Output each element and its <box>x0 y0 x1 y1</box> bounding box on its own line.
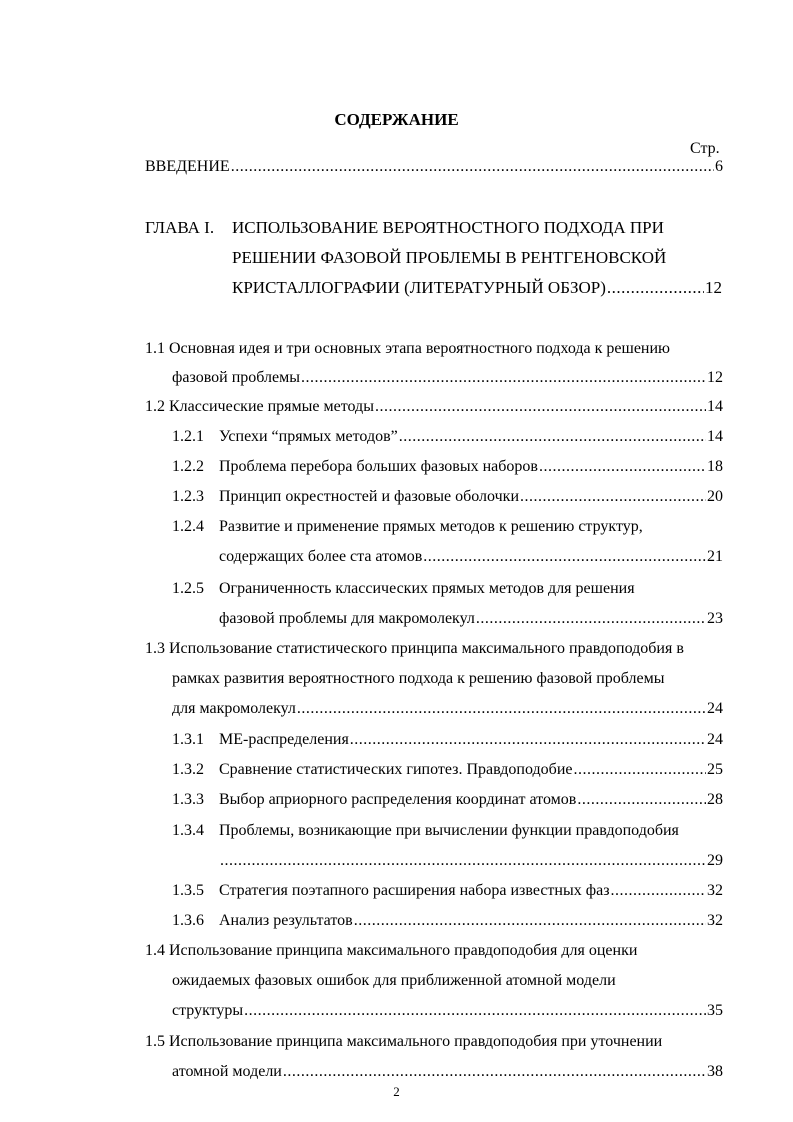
toc-entry-1-3-1[interactable] <box>172 731 723 753</box>
leader-dots <box>607 278 704 298</box>
toc-entry-page: 29 <box>707 852 723 869</box>
leader-dots <box>350 731 706 749</box>
page-column-label: Стр. <box>690 140 720 157</box>
toc-entry-text: ВВЕДЕНИЕ <box>145 158 230 175</box>
toc-entry-text: Анализ результатов <box>219 912 353 929</box>
leader-dots <box>539 458 706 476</box>
leader-dots <box>573 761 706 779</box>
toc-entry-page: 35 <box>707 1002 723 1019</box>
toc-entry-text: атомной модели <box>172 1063 282 1080</box>
toc-entry-1-3-5[interactable] <box>172 882 723 904</box>
toc-entry-text: содержащих более ста атомов <box>219 548 423 565</box>
toc-entry-text: фазовой проблемы для макромолекул <box>219 610 475 627</box>
toc-entry-number: 1.3.1 <box>172 731 204 748</box>
toc-entry-page: 24 <box>707 700 723 717</box>
toc-entry-text: 1.4 Использование принципа максимального правдоподобия для оценки <box>145 942 638 959</box>
toc-entry-text: рамках развития вероятностного подхода к решению фазовой проблемы <box>172 670 665 687</box>
toc-entry-1-2-1[interactable] <box>172 428 723 450</box>
toc-entry-page: 20 <box>707 488 723 505</box>
chapter-title-line: ИСПОЛЬЗОВАНИЕ ВЕРОЯТНОСТНОГО ПОДХОДА ПРИ <box>232 218 664 237</box>
toc-entry-text: ожидаемых фазовых ошибок для приближенной атомной модели <box>172 972 616 989</box>
toc-entry-text: МЕ-распределения <box>219 731 349 748</box>
toc-entry-1-2-4[interactable] <box>219 548 723 570</box>
toc-entry-text: 1.1 Основная идея и три основных этапа вероятностного подхода к решению <box>145 340 670 357</box>
toc-entry-text: Проблема перебора больших фазовых наборов <box>219 458 538 475</box>
page-number: 2 <box>393 1084 400 1099</box>
toc-entry-1-5[interactable] <box>172 1063 723 1085</box>
toc-entry-text: Выбор априорного распределения координат атомов <box>219 791 577 808</box>
toc-entry-1-2[interactable] <box>145 398 723 420</box>
toc-entry-page: 23 <box>707 610 723 627</box>
toc-entry-number: 1.2.4 <box>172 518 204 535</box>
leader-dots <box>577 791 706 809</box>
leader-dots <box>354 912 706 930</box>
page-title: СОДЕРЖАНИЕ <box>334 110 459 129</box>
toc-entry-1-4[interactable] <box>172 1002 723 1024</box>
toc-entry-number: 1.3.4 <box>172 822 204 839</box>
toc-entry-1-3[interactable] <box>172 700 723 722</box>
toc-entry-text: Сравнение статистических гипотез. Правдоподобие <box>219 761 573 778</box>
toc-entry-1-3-6[interactable] <box>172 912 723 934</box>
chapter-label: ГЛАВА I. <box>145 218 215 237</box>
toc-entry-page: 12 <box>705 278 722 297</box>
leader-dots <box>476 610 706 628</box>
chapter-title-line: РЕШЕНИИ ФАЗОВОЙ ПРОБЛЕМЫ В РЕНТГЕНОВСКОЙ <box>232 248 667 267</box>
leader-dots <box>231 158 714 176</box>
toc-entry-text: Стратегия поэтапного расширения набора известных фаз <box>219 882 610 899</box>
leader-dots <box>301 369 706 387</box>
toc-entry-text: 1.2 Классические прямые методы <box>145 398 374 415</box>
toc-entry-1-3-4[interactable] <box>219 852 723 874</box>
toc-entry-number: 1.3.5 <box>172 882 204 899</box>
toc-entry-page: 38 <box>707 1063 723 1080</box>
toc-entry-number: 1.2.3 <box>172 488 204 505</box>
toc-entry-number: 1.3.3 <box>172 791 204 808</box>
leader-dots <box>375 398 706 416</box>
leader-dots <box>283 1063 706 1081</box>
toc-entry-page: 32 <box>707 882 723 899</box>
toc-entry-page: 28 <box>707 791 723 808</box>
toc-entry-text: Развитие и применение прямых методов к решению структур, <box>219 518 643 535</box>
leader-dots <box>297 700 706 718</box>
toc-entry-page: 12 <box>707 369 723 386</box>
leader-dots <box>520 488 706 506</box>
toc-entry-text: Принцип окрестностей и фазовые оболочки <box>219 488 519 505</box>
toc-entry-page: 6 <box>715 158 723 175</box>
toc-entry-1-1[interactable] <box>172 369 723 391</box>
toc-entry-intro[interactable] <box>145 158 723 180</box>
toc-entry-text: фазовой проблемы <box>172 369 300 386</box>
toc-entry-page: 14 <box>707 398 723 415</box>
toc-entry-number: 1.3.6 <box>172 912 204 929</box>
toc-entry-text: 1.5 Использование принципа максимального правдоподобия при уточнении <box>145 1033 663 1050</box>
toc-entry-text: Проблемы, возникающие при вычислении функции правдоподобия <box>219 822 679 839</box>
toc-entry-number: 1.2.2 <box>172 458 204 475</box>
toc-entry-page: 25 <box>707 761 723 778</box>
toc-entry-page: 24 <box>707 731 723 748</box>
leader-dots <box>423 548 706 566</box>
toc-entry-text: Ограниченность классических прямых методов для решения <box>219 580 635 597</box>
toc-entry-page: 14 <box>707 428 723 445</box>
toc-entry-text: Успехи “прямых методов” <box>219 428 398 445</box>
leader-dots <box>611 882 706 900</box>
toc-entry-1-2-2[interactable] <box>172 458 723 480</box>
toc-entry-1-3-2[interactable] <box>172 761 723 783</box>
toc-entry-page: 18 <box>707 458 723 475</box>
toc-entry-page: 21 <box>707 548 723 565</box>
chapter-title-line: КРИСТАЛЛОГРАФИИ (ЛИТЕРАТУРНЫЙ ОБЗОР) <box>232 278 606 297</box>
toc-entry-1-2-3[interactable] <box>172 488 723 510</box>
toc-entry-1-3-3[interactable] <box>172 791 723 813</box>
toc-entry-number: 1.2.1 <box>172 428 204 445</box>
toc-entry-text: структуры <box>172 1002 244 1019</box>
toc-entry-page: 32 <box>707 912 723 929</box>
toc-entry-number: 1.2.5 <box>172 580 204 597</box>
leader-dots <box>244 1002 706 1020</box>
leader-dots <box>220 852 706 870</box>
toc-entry-1-2-5[interactable] <box>219 610 723 632</box>
toc-entry-text: 1.3 Использование статистического принципа максимального правдоподобия в <box>145 640 684 657</box>
toc-entry-chapter[interactable] <box>232 278 722 300</box>
toc-entry-text: для макромолекул <box>172 700 296 717</box>
leader-dots <box>399 428 706 446</box>
toc-entry-number: 1.3.2 <box>172 761 204 778</box>
